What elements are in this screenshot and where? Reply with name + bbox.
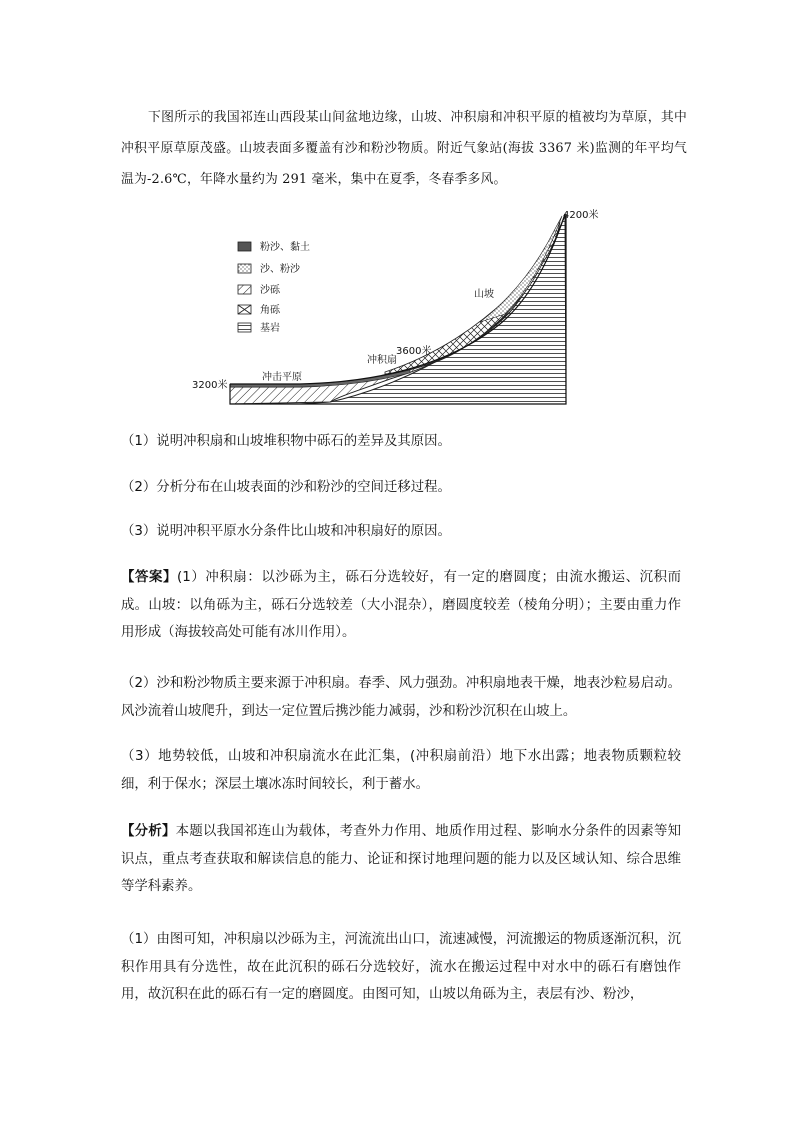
question-text: （1）说明冲积扇和山坡堆积物中砾石的差异及其原因。 xyxy=(121,434,451,449)
question-text: （2）分析分布在山坡表面的沙和粉沙的空间迁移过程。 xyxy=(121,480,451,495)
cross-section-figure xyxy=(180,204,610,414)
legend-item-breccia xyxy=(238,303,281,316)
intro-paragraph xyxy=(121,102,687,195)
analysis-1 xyxy=(121,818,681,901)
slope-label: 山坡 xyxy=(474,289,494,300)
analysis-text: 本题以我国祁连山为载体，考查外力作用、地质作用过程、影响水分条件的因素等知识点，重点考查获取和解读信息的能力、论证和探讨地理问题的能力以及区域认知、综合思维等学科素养。 xyxy=(121,824,682,894)
analysis-paragraph xyxy=(121,818,681,901)
analysis-tag: 【分析】 xyxy=(121,824,176,839)
question-1 xyxy=(121,428,681,456)
legend-item-silt-clay xyxy=(238,240,310,253)
answer-text: （3）地势较低，山坡和冲积扇流水在此汇集，(冲积扇前沿）地下水出露；地表物质颗粒较细，利于保水；深层土壤冰冻时间较长，利于蓄水。 xyxy=(121,749,681,792)
legend-label: 沙、粉沙 xyxy=(260,264,300,275)
legend-label: 沙砾 xyxy=(260,285,280,296)
question-text: （3）说明冲积平原水分条件比山坡和冲积扇好的原因。 xyxy=(121,524,451,539)
legend-label: 角砾 xyxy=(260,305,280,316)
mid-elevation-label: 3600米 xyxy=(396,346,432,357)
base-elevation-label: 3200米 xyxy=(192,380,228,391)
bedrock-layer xyxy=(300,216,566,404)
legend-item-bedrock xyxy=(238,321,280,334)
answer-text: （2）沙和粉沙物质主要来源于冲积扇。春季、风力强劲。冲积扇地表干燥，地表沙粒易启动。风沙流着山坡爬升，到达一定位置后携沙能力减弱，沙和粉沙沉积在山坡上。 xyxy=(121,676,681,719)
answer-paragraph xyxy=(121,564,681,647)
answer-1 xyxy=(121,564,681,647)
answer-2 xyxy=(121,670,681,725)
cross-section-diagram xyxy=(180,204,610,414)
plain-label: 冲击平原 xyxy=(262,372,302,383)
answer-tag: 【答案】 xyxy=(121,570,178,585)
question-3 xyxy=(121,518,681,546)
answer-3 xyxy=(121,743,681,798)
legend-item-sand-silt xyxy=(238,262,301,275)
question-2 xyxy=(121,474,681,502)
intro-text: 下图所示的我国祁连山西段某山间盆地边缘，山坡、冲积扇和冲积平原的植被均为草原，其中冲积平原草原茂盛。山坡表面多覆盖有沙和粉沙物质。附近气象站(海拔 3367 米)监测的年平均气温为-2.6℃，年降水量约为 291 毫米，集中在夏季，冬春季多风。 xyxy=(121,110,687,187)
legend-label: 基岩 xyxy=(260,323,280,334)
analysis-2 xyxy=(121,926,681,1009)
legend-item-gravel xyxy=(238,283,281,296)
analysis-text: （1）由图可知，冲积扇以沙砾为主，河流流出山口，流速减慢，河流搬运的物质逐渐沉积，沉积作用具有分选性，故在此沉积的砾石分选较好，流水在搬运过程中对水中的砾石有磨蚀作用，故沉积在此的砾石有一定的磨圆度。由图可知，山坡以角砾为主，表层有沙、粉沙， xyxy=(121,932,681,1002)
legend-label: 粉沙、黏土 xyxy=(260,242,310,253)
legend xyxy=(238,240,310,334)
fan-label: 冲积扇 xyxy=(367,355,397,366)
answer-text: (1）冲积扇：以沙砾为主，砾石分选较好，有一定的磨圆度；由流水搬运、沉积而成。山坡：以角砾为主，砾石分选较差（大小混杂），磨圆度较差（棱角分明）；主要由重力作用形成（海拔较高处可能有冰川作用）。 xyxy=(121,570,681,640)
top-elevation-label: 4200米 xyxy=(563,210,599,221)
